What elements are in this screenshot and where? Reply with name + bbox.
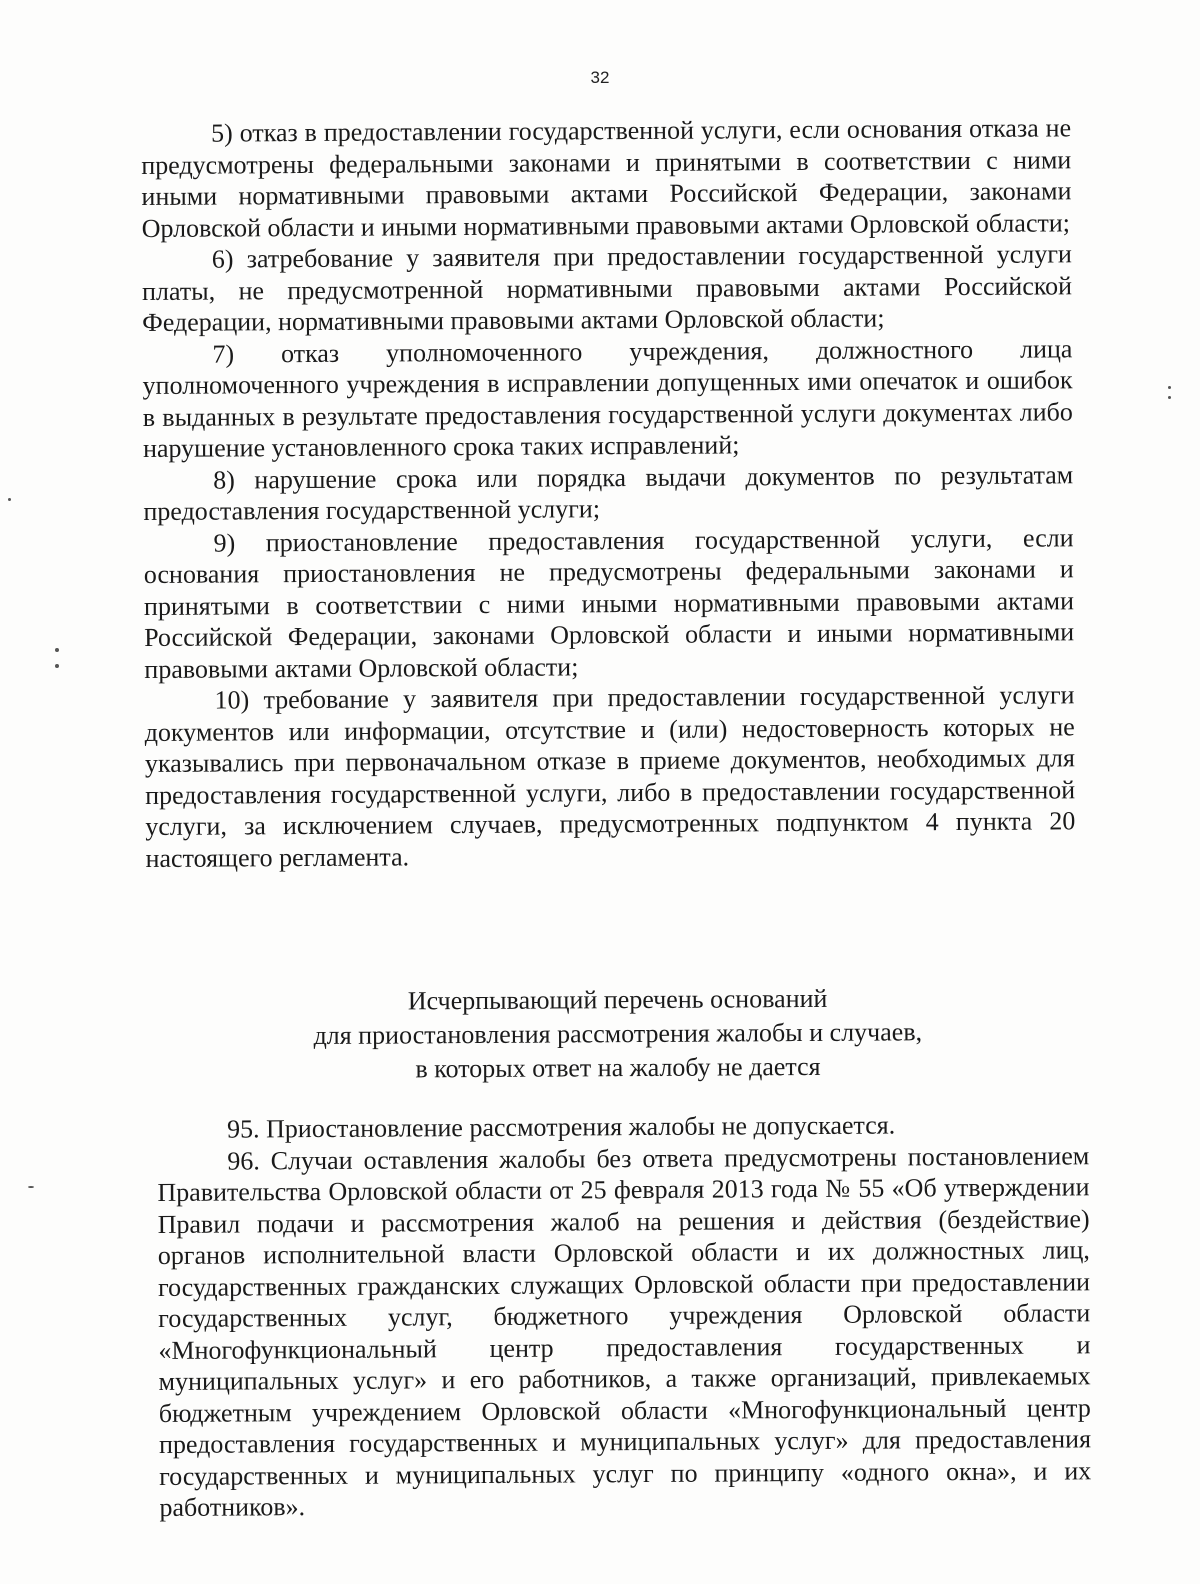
list-item-9: 9) приостановление предоставления государственной услуги, если основания приостановления не предусмотрены федеральными законами и принятыми в соответствии с ними иными нормативными правовыми актами Российской Федерации, законами Орловской области и иными нормативными правовыми актами Орловской области;: [143, 522, 1075, 684]
list-item-8: 8) нарушение срока или порядка выдачи документов по результатам предоставления государственной услуги;: [143, 459, 1074, 526]
section-heading-line-3: в которых ответ на жалобу не дается: [415, 1051, 821, 1084]
list-item-5: 5) отказ в предоставлении государственной услуги, если основания отказа не предусмотрены федеральными законами и принятыми в соответствии с ними иными нормативными правовыми актами Российской Федерации, законами Орловской области и иными нормативными правовыми актами Орловской области;: [141, 113, 1072, 243]
clause-95: 95. Приостановление рассмотрения жалобы не допускается.: [227, 1110, 896, 1144]
scan-speck: [55, 648, 59, 652]
grounds-list: [141, 112, 1076, 874]
clause-96: 96. Случаи оставления жалобы без ответа предусмотрены постановлением Правительства Орловской области от 25 февраля 2013 года № 55 «Об утверждении Правил подачи и рассмотрения жалоб на решения и действия (бездействие) органов исполнительной власти Орловской области и их должностных лиц, государственных гражданских служащих Орловской области при предоставлении государственных услуг, бюджетного учреждения Орловской области «Многофункциональный центр предоставления государственных и муниципальных услуг» и его работников, а также организаций, привлекаемых бюджетным учреждением Орловской области «Многофункциональный центр предоставления государственных и муниципальных услуг» для предоставления государственных и муниципальных услуг по принципу «одного окна», и их работников».: [157, 1140, 1092, 1522]
section-heading-line-1: Исчерпывающий перечень оснований: [407, 983, 828, 1016]
scan-speck: [28, 1186, 34, 1188]
list-item-6: 6) затребование у заявителя при предоставлении государственной услуги платы, не предусмотренной нормативными правовыми актами Российской Федерации, нормативными правовыми актами Орловской области;: [141, 239, 1073, 337]
section-heading: [150, 980, 1086, 1088]
list-item-7: 7) отказ уполномоченного учреждения, должностного лица уполномоченного учреждения в исправлении допущенных ими опечаток и ошибок в выданных в результате предоставления государственной услуги документах либо нарушение установленного срока таких исправлений;: [142, 333, 1073, 463]
scan-speck: [1168, 396, 1171, 399]
scan-speck: [8, 498, 11, 501]
scan-speck: [55, 664, 59, 668]
list-item-10: 10) требование у заявителя при предоставлении государственной услуги документов или информации, отсутствие и (или) недостоверность которых не указывались при первоначальном отказе в приеме документов, необходимых для предоставления государственной услуги, либо в предоставлении государственной услуги, за исключением случаев, предусмотренных подпунктом 4 пункта 20 настоящего регламента.: [144, 680, 1076, 873]
page-number: 32: [590, 68, 610, 87]
scan-speck: [1168, 386, 1171, 389]
clauses-list: [157, 1108, 1091, 1523]
section-heading-line-2: для приостановления рассмотрения жалобы и случаев,: [313, 1017, 923, 1051]
